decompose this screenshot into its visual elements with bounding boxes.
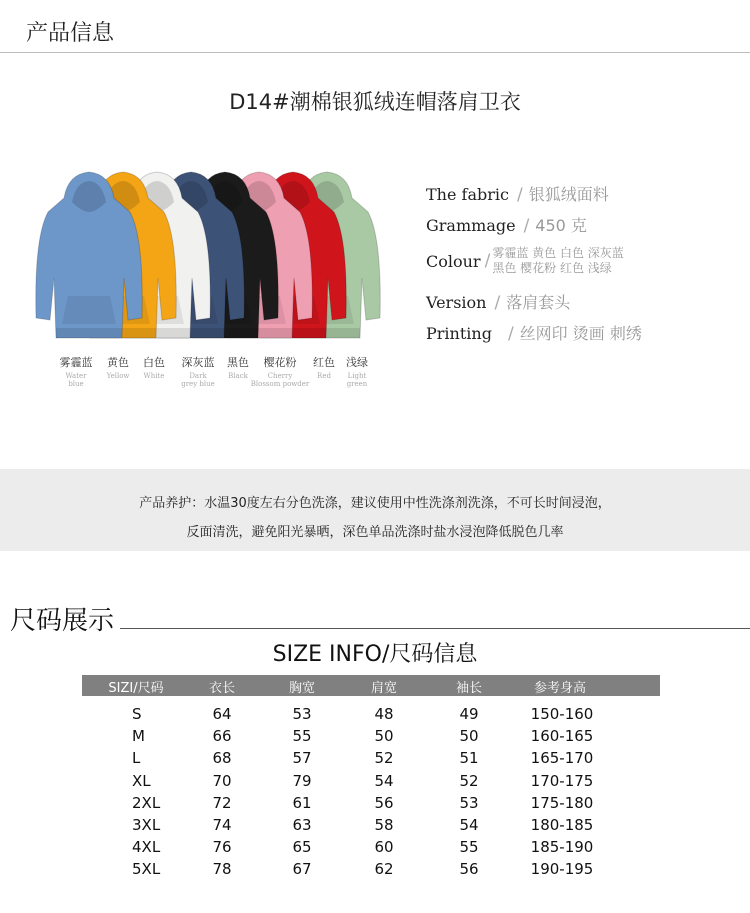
spec-separator: /	[494, 293, 501, 313]
color-label-cn: 浅绿	[346, 356, 368, 369]
size-section-header	[0, 598, 750, 636]
table-row	[82, 727, 660, 749]
measure-cell: 79	[292, 771, 312, 790]
spec-colour-value	[492, 246, 623, 276]
column-header: 袖长	[455, 681, 482, 696]
measure-cell: 68	[212, 749, 232, 768]
color-label-en-line: Cherry	[267, 372, 293, 380]
size-section-title: 尺码展示	[10, 606, 115, 636]
measure-cell: 58	[374, 816, 394, 834]
measure-cell: 60	[374, 838, 394, 857]
table-row	[82, 749, 660, 771]
size-info-title: SIZE INFO/尺码信息	[272, 642, 478, 667]
color-label-en-line: Blossom powder	[250, 380, 310, 388]
size-cell: XL	[132, 771, 151, 790]
size-cell: 5XL	[132, 860, 161, 879]
measure-cell: 56	[459, 860, 479, 879]
size-table-header	[82, 675, 660, 696]
color-label-cn: 樱花粉	[263, 356, 297, 369]
size-cell: 4XL	[132, 838, 161, 857]
measure-cell: 55	[292, 727, 312, 746]
color-label-en-line: White	[143, 372, 165, 380]
color-label-en-line: Yellow	[106, 372, 130, 380]
spec-printing-label: Printing	[426, 324, 492, 343]
size-cell: M	[132, 727, 145, 746]
care-instructions	[0, 469, 750, 551]
care-line-1: 产品养护：水温30度左右分色洗涤，建议使用中性洗涤剂洗涤，不可长时间浸泡，	[139, 496, 611, 511]
measure-cell: 160-165	[530, 727, 594, 746]
measure-cell: 170-175	[530, 771, 594, 790]
color-label-en	[327, 372, 387, 388]
column-header: 衣长	[208, 681, 235, 696]
spec-fabric-value: 银狐绒面料	[528, 185, 609, 204]
measure-cell: 185-190	[530, 838, 594, 857]
spec-version	[426, 290, 570, 313]
measure-cell: 76	[212, 838, 232, 857]
hoodie-color-lineup-image	[34, 168, 402, 346]
divider	[120, 628, 750, 629]
spec-grammage-label: Grammage	[426, 216, 516, 235]
measure-cell: 78	[212, 860, 232, 879]
measure-cell: 74	[212, 816, 232, 834]
spec-fabric-label: The fabric	[426, 185, 509, 204]
size-table	[82, 675, 660, 879]
spec-printing	[426, 321, 642, 344]
measure-cell: 180-185	[530, 816, 594, 834]
measure-cell: 52	[374, 749, 394, 768]
table-row	[82, 705, 660, 727]
column-header: SIZI/尺码	[108, 681, 164, 696]
spec-separator: /	[516, 185, 523, 205]
spec-colour-value-line2: 黑色 樱花粉 红色 浅绿	[492, 261, 612, 275]
measure-cell: 66	[212, 727, 232, 746]
size-cell: L	[132, 749, 141, 768]
color-label-en-line: Light	[347, 372, 367, 380]
column-header: 参考身高	[533, 681, 586, 696]
table-row	[82, 772, 660, 794]
color-label-en-line: Dark	[189, 372, 207, 380]
spec-separator: /	[484, 251, 491, 271]
size-cell: 2XL	[132, 793, 161, 812]
measure-cell: 55	[459, 838, 479, 857]
measure-cell: 190-195	[530, 860, 594, 879]
table-row	[82, 816, 660, 838]
measure-cell: 150-160	[530, 705, 594, 723]
spec-separator: /	[523, 216, 530, 236]
measure-cell: 53	[459, 793, 479, 812]
spec-colour-value-line1: 雾霾蓝 黄色 白色 深灰蓝	[492, 246, 624, 260]
spec-colour	[426, 246, 624, 276]
color-label-en-line: green	[346, 380, 368, 388]
column-header: 肩宽	[370, 681, 397, 696]
size-cell: 3XL	[132, 816, 161, 834]
measure-cell: 54	[374, 771, 394, 790]
color-label-cn: 深灰蓝	[181, 356, 215, 369]
spec-grammage-value: 450 克	[535, 216, 587, 235]
color-label-cn: 黄色	[107, 356, 129, 369]
spec-version-label: Version	[426, 293, 487, 312]
care-line-2: 反面清洗，避免阳光暴晒，深色单品洗涤时盐水浸泡降低脱色几率	[186, 525, 564, 540]
spec-printing-value: 丝网印 烫画 刺绣	[519, 324, 642, 343]
color-label-cn: 白色	[143, 356, 165, 369]
table-row	[82, 838, 660, 860]
spec-version-value: 落肩套头	[506, 293, 571, 312]
color-label-en-line: Red	[317, 372, 331, 380]
color-label-cn: 雾霾蓝	[59, 356, 93, 369]
size-cell: S	[132, 705, 142, 723]
table-row	[82, 860, 660, 882]
measure-cell: 70	[212, 771, 232, 790]
measure-cell: 48	[374, 705, 394, 723]
measure-cell: 50	[374, 727, 394, 746]
measure-cell: 62	[374, 860, 394, 879]
table-row	[82, 794, 660, 816]
measure-cell: 53	[292, 705, 312, 723]
color-label-en-line: blue	[68, 380, 84, 388]
measure-cell: 54	[459, 816, 479, 834]
measure-cell: 51	[459, 749, 479, 768]
measure-cell: 52	[459, 771, 479, 790]
color-labels	[59, 354, 384, 394]
measure-cell: 50	[459, 727, 479, 746]
spec-fabric	[426, 182, 609, 205]
spec-colour-label: Colour	[426, 251, 481, 271]
measure-cell: 61	[292, 793, 312, 812]
column-header: 胸宽	[288, 681, 315, 696]
product-title: D14#潮棉银狐绒连帽落肩卫衣	[229, 90, 521, 114]
spec-separator: /	[507, 324, 514, 344]
measure-cell: 165-170	[530, 749, 594, 768]
measure-cell: 67	[292, 860, 312, 879]
color-label-en-line: grey blue	[181, 380, 215, 388]
spec-grammage	[426, 213, 587, 236]
color-label-cn: 红色	[313, 356, 335, 369]
measure-cell: 56	[374, 793, 394, 812]
measure-cell: 64	[212, 705, 232, 723]
measure-cell: 63	[292, 816, 312, 834]
measure-cell: 65	[292, 838, 312, 857]
section-title: 产品信息	[26, 21, 115, 46]
color-label	[327, 354, 387, 388]
color-label-en-line: Water	[65, 372, 87, 380]
product-info-header	[0, 0, 750, 53]
measure-cell: 72	[212, 793, 232, 812]
measure-cell: 49	[459, 705, 479, 723]
measure-cell: 57	[292, 749, 312, 768]
measure-cell: 175-180	[530, 793, 594, 812]
color-label-en-line: Black	[228, 372, 248, 380]
color-label-cn: 黑色	[227, 356, 249, 369]
